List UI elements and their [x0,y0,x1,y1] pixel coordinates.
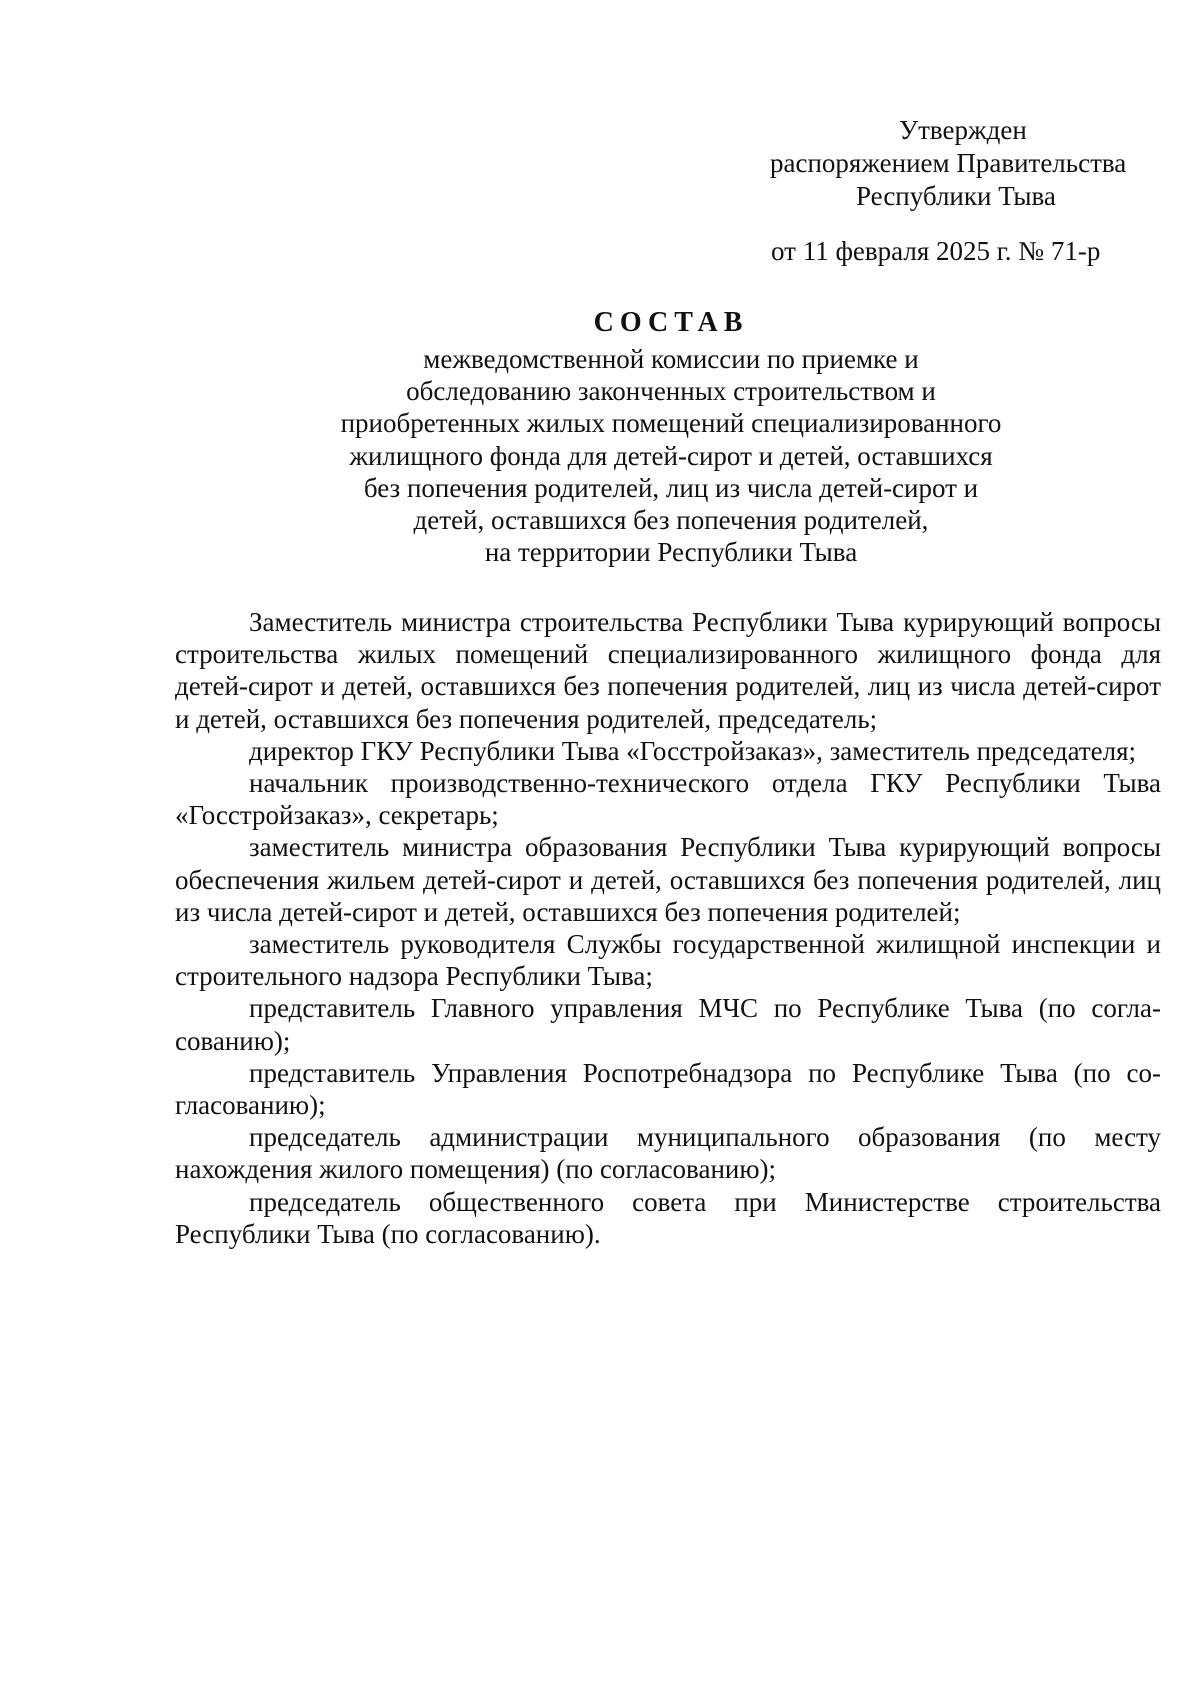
member-paragraph: председатель общественного совета при Министерстве строительства Республики Тыва (по согласованию). [175,1186,1161,1249]
subtitle-line: без попечения родителей, лиц из числа детей-сирот и [363,472,979,503]
approval-line-order: распоряжением Правительства [770,148,1127,178]
title-block [280,305,1062,568]
member-paragraph: заместитель руководителя Службы государственной жилищной инспекции и строительного надзора Республики Тыва; [175,929,1161,992]
approval-date-number: от 11 февраля 2025 г. № 71-р [771,236,1101,266]
member-paragraph: представитель Управления Роспотребнадзора по Республике Тыва (по согласованию); [175,1057,1161,1121]
approval-line-republic: Республики Тыва [856,181,1056,211]
member-paragraph: заместитель министра образования Республики Тыва курирующий вопросы обеспечения жильем детей-сирот и детей, оставшихся без попечения родителей, лиц из числа детей-сирот и детей, оставшихся без попечения родителей; [175,832,1161,927]
approval-line-approved: Утвержден [899,115,1027,145]
member-paragraph: директор ГКУ Республики Тыва «Госстройзаказ», заместитель председателя; [249,735,1137,766]
subtitle-line: межведомственной комиссии по приемке и [423,344,919,374]
subtitle-line: на территории Республики Тыва [484,537,858,568]
member-paragraph: Заместитель министра строительства Республики Тыва курирующий вопросы строительства жилых помещений специализированного жилищного фонда для детей-сирот и детей, оставшихся без попечения родителей, лиц из числа детей-сирот и детей, оставшихся без попечения родителей, председатель; [175,607,1161,734]
subtitle-line: жилищного фонда для детей-сирот и детей, оставшихся [349,440,993,471]
document-title: СОСТАВ [593,307,749,338]
subtitle-line: приобретенных жилых помещений специализированного [340,408,1002,439]
member-paragraph: представитель Главного управления МЧС по Республике Тыва (по согласованию); [175,993,1161,1056]
commission-members-list [175,606,1161,1250]
member-paragraph: начальник производственно-технического отдела ГКУ Республики Тыва «Госстройзаказ», секретарь; [175,768,1161,831]
member-paragraph: председатель администрации муниципального образования (по месту нахождения жилого помещения) (по согласованию); [175,1122,1161,1185]
subtitle-line: детей, оставшихся без попечения родителей, [413,505,929,536]
subtitle-line: обследованию законченных строительством и [406,376,936,407]
approval-block [770,114,1150,268]
